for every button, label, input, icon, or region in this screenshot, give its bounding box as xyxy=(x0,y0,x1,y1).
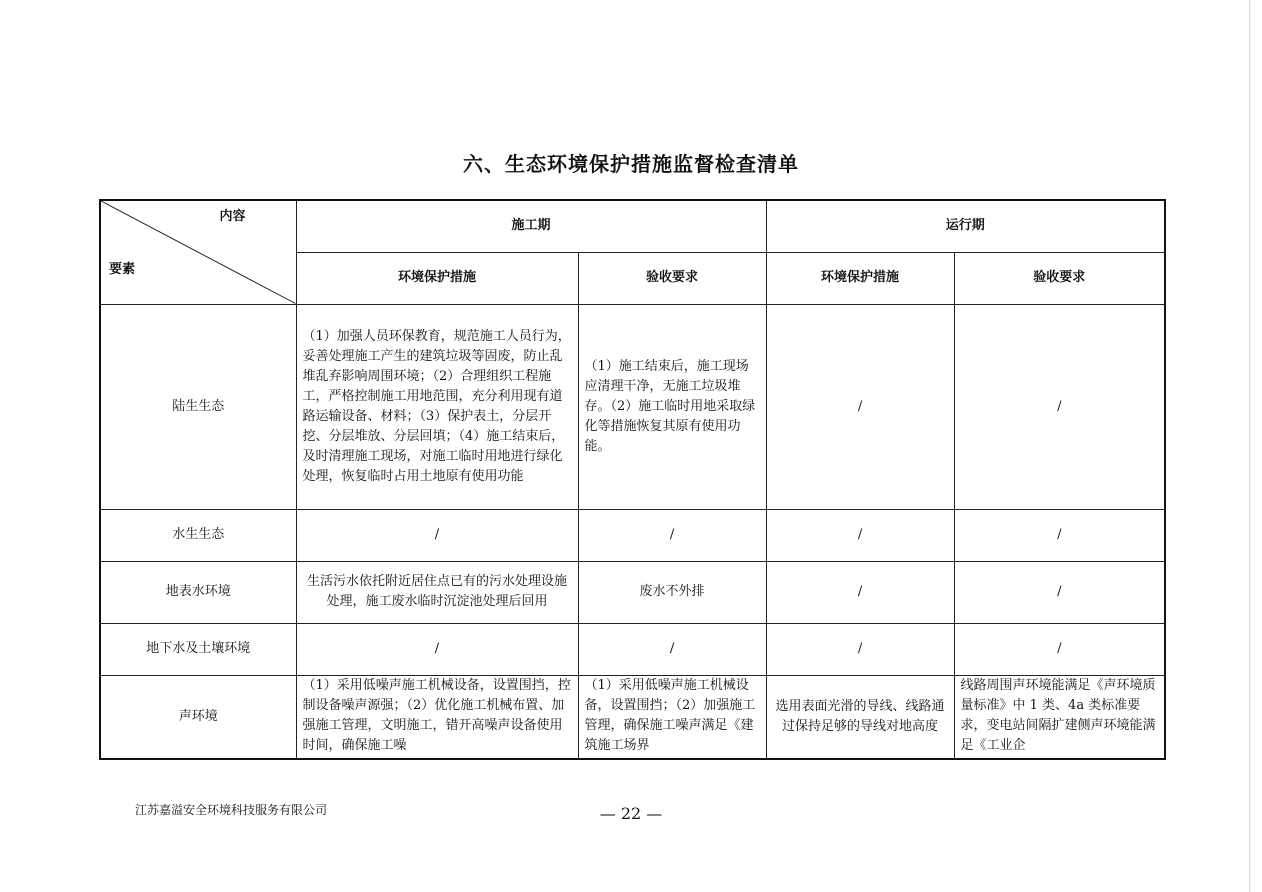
row-element: 水生生态 xyxy=(100,509,296,561)
table-row xyxy=(100,304,1165,509)
row-element: 地表水环境 xyxy=(100,561,296,623)
header-construction-measures: 环境保护措施 xyxy=(296,252,578,304)
row-operation-measures: 选用表面光滑的导线、线路通过保持足够的导线对地高度 xyxy=(766,675,954,759)
header-operation-measures: 环境保护措施 xyxy=(766,252,954,304)
row-construction-measures: / xyxy=(296,623,578,675)
row-element: 地下水及土壤环境 xyxy=(100,623,296,675)
row-construction-acceptance: 废水不外排 xyxy=(578,561,766,623)
row-construction-acceptance: （1）采用低噪声施工机械设备，设置围挡；（2）加强施工管理，确保施工噪声满足《建筑施工场界 xyxy=(584,677,756,753)
diagonal-line xyxy=(101,201,296,304)
header-operation-acceptance: 验收要求 xyxy=(954,252,1165,304)
row-operation-acceptance: 线路周围声环境能满足《声环境质量标准》中 1 类、4a 类标准要求，变电站间隔扩建侧声环境能满足《工业企 xyxy=(960,677,1156,753)
row-element: 陆生生态 xyxy=(100,304,296,509)
inspection-table xyxy=(99,199,1166,760)
row-operation-acceptance: / xyxy=(954,509,1165,561)
table-row xyxy=(100,509,1165,561)
table-row xyxy=(100,623,1165,675)
row-construction-measures: （1）加强人员环保教育，规范施工人员行为，妥善处理施工产生的建筑垃圾等固废，防止乱堆乱弃影响周围环境；（2）合理组织工程施工，严格控制施工用地范围，充分利用现有道路运输设备、材料；（3）保护表土，分层开挖、分层堆放、分层回填；（4）施工结束后，及时清理施工现场，对施工临时用地进行绿化处理，恢复临时占用土地原有使用功能 xyxy=(296,304,578,509)
row-construction-measures: / xyxy=(296,509,578,561)
header-construction-period: 施工期 xyxy=(296,200,766,252)
row-construction-measures: （1）采用低噪声施工机械设备，设置围挡，控制设备噪声源强；（2）优化施工机械布置、加强施工管理，文明施工，错开高噪声设备使用时间，确保施工噪 xyxy=(302,677,571,753)
row-construction-measures: 生活污水依托附近居住点已有的污水处理设施处理，施工废水临时沉淀池处理后回用 xyxy=(296,561,578,623)
page-edge xyxy=(1249,0,1250,892)
page-number: — 22 — xyxy=(599,804,663,823)
row-operation-acceptance: / xyxy=(954,623,1165,675)
header-diagonal-cell xyxy=(100,200,296,304)
header-element-label: 要素 xyxy=(109,261,136,277)
row-operation-measures: / xyxy=(766,509,954,561)
header-content-label: 内容 xyxy=(219,209,246,224)
row-operation-acceptance: / xyxy=(954,561,1165,623)
header-construction-acceptance: 验收要求 xyxy=(578,252,766,304)
row-operation-measures: / xyxy=(766,623,954,675)
row-operation-acceptance: / xyxy=(954,304,1165,509)
row-operation-measures: / xyxy=(766,561,954,623)
page-title: 六、生态环境保护措施监督检查清单 xyxy=(463,152,799,176)
row-construction-acceptance: （1）施工结束后，施工现场应清理干净，无施工垃圾堆存。（2）施工临时用地采取绿化等措施恢复其原有使用功能。 xyxy=(578,304,766,509)
row-construction-acceptance: / xyxy=(578,509,766,561)
table-row xyxy=(100,675,1165,759)
footer-company: 江苏嘉溢安全环境科技服务有限公司 xyxy=(135,803,328,817)
header-operation-period: 运行期 xyxy=(766,200,1165,252)
row-element: 声环境 xyxy=(100,675,296,759)
row-construction-acceptance: / xyxy=(578,623,766,675)
row-operation-measures: / xyxy=(766,304,954,509)
table-row xyxy=(100,561,1165,623)
